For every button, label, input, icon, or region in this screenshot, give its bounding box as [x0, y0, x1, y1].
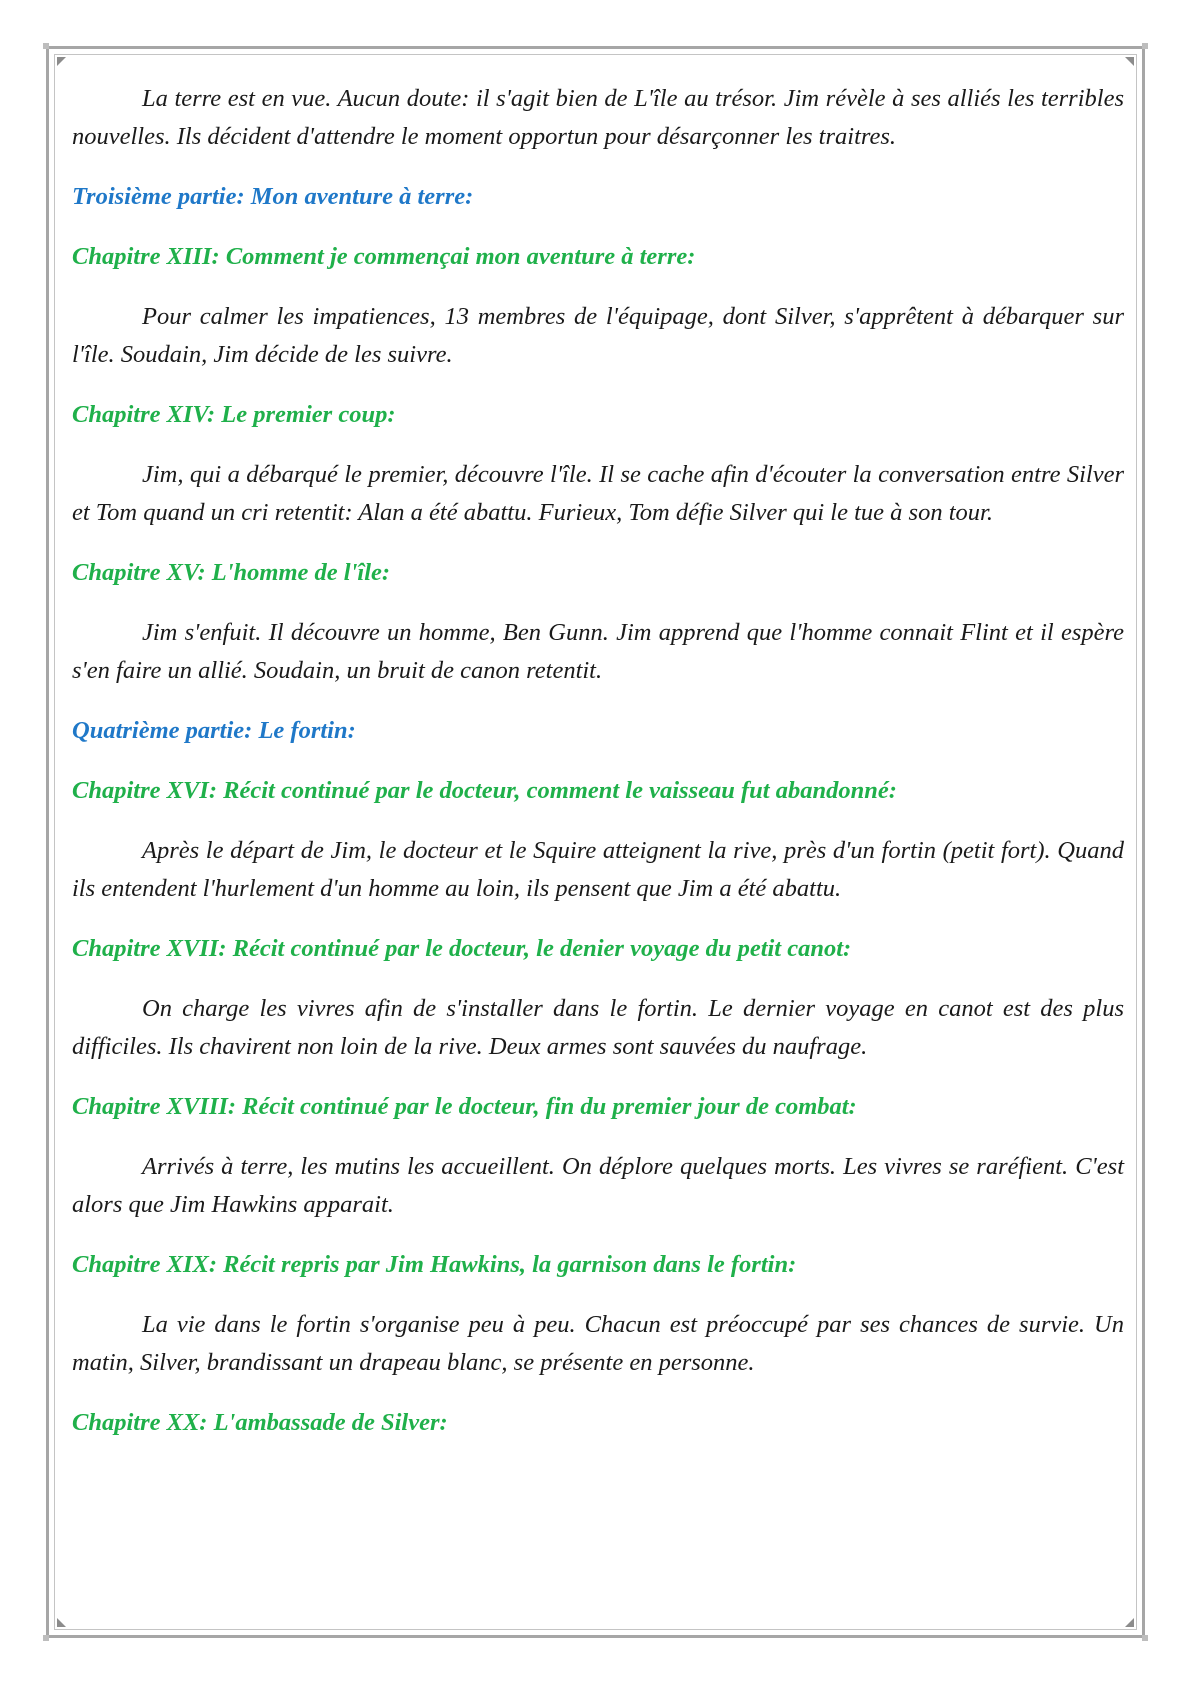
summary-paragraph: La terre est en vue. Aucun doute: il s'agit bien de L'île au trésor. Jim révèle à ses alliés les terribles nouvelles. Ils décident d'attendre le moment opportun pour désarçonner les traitres. — [72, 85, 1124, 150]
frame-dot — [43, 43, 49, 49]
frame-dot — [43, 1635, 49, 1641]
part-heading: Quatrième partie: Le fortin: — [72, 717, 356, 744]
frame-dot — [1142, 43, 1148, 49]
corner-ornament-bottom-left — [57, 1618, 66, 1627]
summary-paragraph: Jim, qui a débarqué le premier, découvre l'île. Il se cache afin d'écouter la conversation entre Silver et Tom quand un cri retentit: Alan a été abattu. Furieux, Tom défie Silver qui le tue à son tour. — [72, 461, 1124, 526]
part-heading: Troisième partie: Mon aventure à terre: — [72, 183, 474, 210]
chapter-heading: Chapitre XV: L'homme de l'île: — [72, 559, 391, 586]
chapter-heading: Chapitre XIII: Comment je commençai mon aventure à terre: — [72, 243, 696, 270]
chapter-heading: Chapitre XIX: Récit repris par Jim Hawkins, la garnison dans le fortin: — [72, 1251, 797, 1278]
summary-paragraph: Arrivés à terre, les mutins les accueillent. On déplore quelques morts. Les vivres se raréfient. C'est alors que Jim Hawkins apparait. — [72, 1153, 1124, 1218]
corner-ornament-top-right — [1125, 57, 1134, 66]
chapter-heading: Chapitre XVI: Récit continué par le docteur, comment le vaisseau fut abandonné: — [72, 777, 897, 804]
document-body — [72, 80, 1124, 1464]
chapter-heading: Chapitre XVIII: Récit continué par le docteur, fin du premier jour de combat: — [72, 1093, 857, 1120]
corner-ornament-top-left — [57, 57, 66, 66]
frame-dot — [1142, 1635, 1148, 1641]
summary-paragraph: Après le départ de Jim, le docteur et le Squire atteignent la rive, près d'un fortin (petit fort). Quand ils entendent l'hurlement d'un homme au loin, ils pensent que Jim a été abattu. — [72, 837, 1124, 902]
summary-paragraph: La vie dans le fortin s'organise peu à peu. Chacun est préoccupé par ses chances de survie. Un matin, Silver, brandissant un drapeau blanc, se présente en personne. — [72, 1311, 1124, 1376]
summary-paragraph: Pour calmer les impatiences, 13 membres de l'équipage, dont Silver, s'apprêtent à débarquer sur l'île. Soudain, Jim décide de les suivre. — [72, 303, 1124, 368]
corner-ornament-bottom-right — [1125, 1618, 1134, 1627]
summary-paragraph: Jim s'enfuit. Il découvre un homme, Ben Gunn. Jim apprend que l'homme connait Flint et il espère s'en faire un allié. Soudain, un bruit de canon retentit. — [72, 619, 1124, 684]
summary-paragraph: On charge les vivres afin de s'installer dans le fortin. Le dernier voyage en canot est des plus difficiles. Ils chavirent non loin de la rive. Deux armes sont sauvées du naufrage. — [72, 995, 1124, 1060]
chapter-heading: Chapitre XIV: Le premier coup: — [72, 401, 396, 428]
chapter-heading: Chapitre XX: L'ambassade de Silver: — [72, 1409, 448, 1436]
chapter-heading: Chapitre XVII: Récit continué par le docteur, le denier voyage du petit canot: — [72, 935, 852, 962]
